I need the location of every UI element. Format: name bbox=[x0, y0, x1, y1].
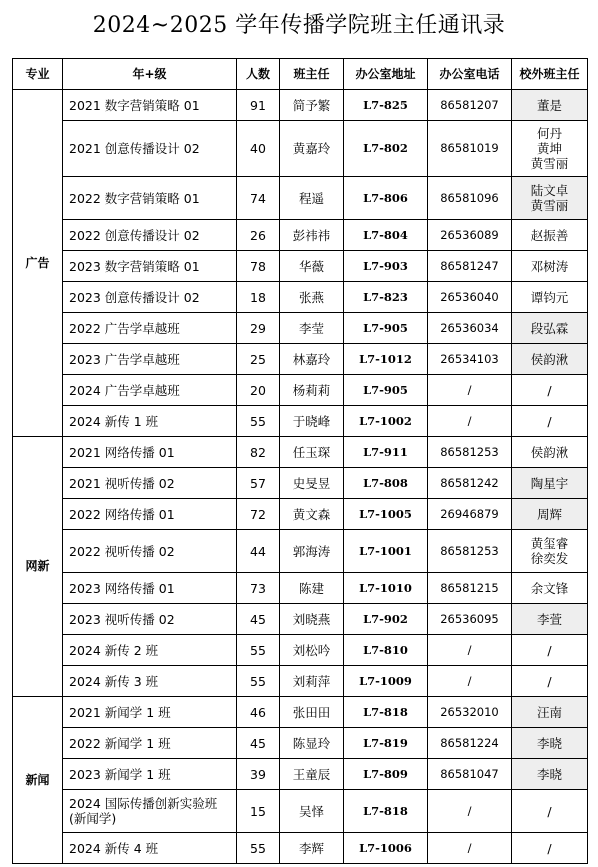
table-row bbox=[13, 530, 588, 573]
count-cell: 57 bbox=[237, 468, 280, 499]
header-class: 年+级 bbox=[63, 59, 237, 90]
contact-table bbox=[12, 58, 588, 864]
count-cell: 55 bbox=[237, 833, 280, 864]
table-row bbox=[13, 251, 588, 282]
table-row bbox=[13, 90, 588, 121]
header-phone: 办公室电话 bbox=[428, 59, 512, 90]
count-cell: 44 bbox=[237, 530, 280, 573]
phone-cell: 26536095 bbox=[428, 604, 512, 635]
major-cell: 新闻 bbox=[13, 697, 63, 864]
teacher-cell: 程遥 bbox=[280, 177, 344, 220]
office-cell: L7-818 bbox=[344, 790, 428, 833]
table-row bbox=[13, 499, 588, 530]
external-cell: 董是 bbox=[512, 90, 588, 121]
teacher-cell: 黄文森 bbox=[280, 499, 344, 530]
table-row bbox=[13, 177, 588, 220]
teacher-cell: 张燕 bbox=[280, 282, 344, 313]
phone-cell: 26536089 bbox=[428, 220, 512, 251]
class-cell: 2024 广告学卓越班 bbox=[63, 375, 237, 406]
teacher-cell: 史旻昱 bbox=[280, 468, 344, 499]
phone-cell: 86581253 bbox=[428, 437, 512, 468]
external-name: 徐奕发 bbox=[530, 551, 569, 566]
count-cell: 39 bbox=[237, 759, 280, 790]
phone-cell: 86581247 bbox=[428, 251, 512, 282]
teacher-cell: 于晓峰 bbox=[280, 406, 344, 437]
count-cell: 26 bbox=[237, 220, 280, 251]
table-row bbox=[13, 666, 588, 697]
phone-cell: 86581215 bbox=[428, 573, 512, 604]
office-cell: L7-802 bbox=[344, 121, 428, 177]
teacher-cell: 王童辰 bbox=[280, 759, 344, 790]
count-cell: 55 bbox=[237, 666, 280, 697]
office-cell: L7-1010 bbox=[344, 573, 428, 604]
table-row bbox=[13, 344, 588, 375]
office-cell: L7-903 bbox=[344, 251, 428, 282]
external-cell: 李晓 bbox=[512, 728, 588, 759]
class-cell: 2022 新闻学 1 班 bbox=[63, 728, 237, 759]
external-name: 黄玺睿 bbox=[530, 536, 569, 551]
teacher-cell: 张田田 bbox=[280, 697, 344, 728]
phone-cell: 26534103 bbox=[428, 344, 512, 375]
class-cell: 2024 新传 2 班 bbox=[63, 635, 237, 666]
table-row bbox=[13, 121, 588, 177]
teacher-cell: 简予繁 bbox=[280, 90, 344, 121]
count-cell: 91 bbox=[237, 90, 280, 121]
teacher-cell: 陈显玲 bbox=[280, 728, 344, 759]
class-cell: 2023 网络传播 01 bbox=[63, 573, 237, 604]
page-title: 2024~2025 学年传播学院班主任通讯录 bbox=[92, 13, 506, 38]
teacher-cell: 林嘉玲 bbox=[280, 344, 344, 375]
class-cell: 2023 数字营销策略 01 bbox=[63, 251, 237, 282]
external-name: 黄坤 bbox=[536, 141, 562, 156]
teacher-cell: 李辉 bbox=[280, 833, 344, 864]
class-cell: 2024 新传 1 班 bbox=[63, 406, 237, 437]
teacher-cell: 李莹 bbox=[280, 313, 344, 344]
external-cell: 李晓 bbox=[512, 759, 588, 790]
count-cell: 45 bbox=[237, 728, 280, 759]
class-cell: 2023 新闻学 1 班 bbox=[63, 759, 237, 790]
external-cell: 汪南 bbox=[512, 697, 588, 728]
table-row bbox=[13, 406, 588, 437]
external-name: 黄雪丽 bbox=[530, 198, 569, 213]
table-row bbox=[13, 635, 588, 666]
table-row bbox=[13, 282, 588, 313]
external-cell bbox=[512, 177, 588, 220]
table-row bbox=[13, 604, 588, 635]
external-cell: / bbox=[512, 666, 588, 697]
external-cell: 邓树涛 bbox=[512, 251, 588, 282]
count-cell: 20 bbox=[237, 375, 280, 406]
count-cell: 25 bbox=[237, 344, 280, 375]
external-name: 何丹 bbox=[536, 126, 562, 141]
table-row bbox=[13, 468, 588, 499]
office-cell: L7-825 bbox=[344, 90, 428, 121]
count-cell: 45 bbox=[237, 604, 280, 635]
phone-cell: 86581224 bbox=[428, 728, 512, 759]
class-cell: 2022 网络传播 01 bbox=[63, 499, 237, 530]
header-teacher: 班主任 bbox=[280, 59, 344, 90]
external-cell: 侯韵湫 bbox=[512, 344, 588, 375]
class-cell: 2023 创意传播设计 02 bbox=[63, 282, 237, 313]
phone-cell: / bbox=[428, 406, 512, 437]
class-cell: 2024 新传 4 班 bbox=[63, 833, 237, 864]
table-row bbox=[13, 375, 588, 406]
class-cell: 2021 数字营销策略 01 bbox=[63, 90, 237, 121]
class-cell: 2021 新闻学 1 班 bbox=[63, 697, 237, 728]
phone-cell: 86581253 bbox=[428, 530, 512, 573]
external-cell: 陶星宇 bbox=[512, 468, 588, 499]
teacher-cell: 吴怿 bbox=[280, 790, 344, 833]
class-cell: 2022 数字营销策略 01 bbox=[63, 177, 237, 220]
teacher-cell: 刘松吟 bbox=[280, 635, 344, 666]
class-cell: 2021 创意传播设计 02 bbox=[63, 121, 237, 177]
phone-cell: / bbox=[428, 375, 512, 406]
count-cell: 72 bbox=[237, 499, 280, 530]
external-cell: / bbox=[512, 833, 588, 864]
external-cell: 谭钧元 bbox=[512, 282, 588, 313]
office-cell: L7-902 bbox=[344, 604, 428, 635]
office-cell: L7-808 bbox=[344, 468, 428, 499]
office-cell: L7-1006 bbox=[344, 833, 428, 864]
external-cell: 余文锋 bbox=[512, 573, 588, 604]
table-row bbox=[13, 573, 588, 604]
table-row bbox=[13, 697, 588, 728]
phone-cell: / bbox=[428, 790, 512, 833]
phone-cell: 86581047 bbox=[428, 759, 512, 790]
major-cell: 网新 bbox=[13, 437, 63, 697]
phone-cell: / bbox=[428, 635, 512, 666]
phone-cell: 26532010 bbox=[428, 697, 512, 728]
teacher-cell: 华薇 bbox=[280, 251, 344, 282]
table-row bbox=[13, 790, 588, 833]
office-cell: L7-806 bbox=[344, 177, 428, 220]
header-count: 人数 bbox=[237, 59, 280, 90]
office-cell: L7-819 bbox=[344, 728, 428, 759]
teacher-cell: 刘莉萍 bbox=[280, 666, 344, 697]
class-cell: 2022 广告学卓越班 bbox=[63, 313, 237, 344]
count-cell: 40 bbox=[237, 121, 280, 177]
office-cell: L7-905 bbox=[344, 313, 428, 344]
external-cell: 周辉 bbox=[512, 499, 588, 530]
teacher-cell: 刘晓燕 bbox=[280, 604, 344, 635]
external-cell: 段弘霖 bbox=[512, 313, 588, 344]
header-external: 校外班主任 bbox=[512, 59, 588, 90]
table-row bbox=[13, 220, 588, 251]
external-cell bbox=[512, 121, 588, 177]
class-cell: 2021 视听传播 02 bbox=[63, 468, 237, 499]
external-cell: 赵振善 bbox=[512, 220, 588, 251]
external-cell: / bbox=[512, 406, 588, 437]
external-cell: / bbox=[512, 375, 588, 406]
table-row bbox=[13, 313, 588, 344]
count-cell: 73 bbox=[237, 573, 280, 604]
phone-cell: 26536040 bbox=[428, 282, 512, 313]
table-row bbox=[13, 437, 588, 468]
class-cell: 2024 新传 3 班 bbox=[63, 666, 237, 697]
teacher-cell: 杨莉莉 bbox=[280, 375, 344, 406]
header-row bbox=[13, 59, 588, 90]
office-cell: L7-1005 bbox=[344, 499, 428, 530]
office-cell: L7-823 bbox=[344, 282, 428, 313]
count-cell: 29 bbox=[237, 313, 280, 344]
class-cell: 2023 广告学卓越班 bbox=[63, 344, 237, 375]
phone-cell: 86581019 bbox=[428, 121, 512, 177]
teacher-cell: 陈建 bbox=[280, 573, 344, 604]
count-cell: 82 bbox=[237, 437, 280, 468]
office-cell: L7-1009 bbox=[344, 666, 428, 697]
teacher-cell: 彭祎祎 bbox=[280, 220, 344, 251]
count-cell: 15 bbox=[237, 790, 280, 833]
office-cell: L7-1012 bbox=[344, 344, 428, 375]
phone-cell: 86581207 bbox=[428, 90, 512, 121]
phone-cell: 26536034 bbox=[428, 313, 512, 344]
header-major: 专业 bbox=[13, 59, 63, 90]
external-cell bbox=[512, 530, 588, 573]
office-cell: L7-804 bbox=[344, 220, 428, 251]
count-cell: 74 bbox=[237, 177, 280, 220]
office-cell: L7-818 bbox=[344, 697, 428, 728]
class-cell: 2022 创意传播设计 02 bbox=[63, 220, 237, 251]
table-row bbox=[13, 728, 588, 759]
external-cell: / bbox=[512, 635, 588, 666]
header-office: 办公室地址 bbox=[344, 59, 428, 90]
count-cell: 18 bbox=[237, 282, 280, 313]
external-name: 陆文卓 bbox=[530, 183, 569, 198]
office-cell: L7-911 bbox=[344, 437, 428, 468]
table-row bbox=[13, 759, 588, 790]
office-cell: L7-905 bbox=[344, 375, 428, 406]
count-cell: 55 bbox=[237, 406, 280, 437]
office-cell: L7-1001 bbox=[344, 530, 428, 573]
office-cell: L7-810 bbox=[344, 635, 428, 666]
office-cell: L7-809 bbox=[344, 759, 428, 790]
phone-cell: / bbox=[428, 666, 512, 697]
count-cell: 55 bbox=[237, 635, 280, 666]
phone-cell: 86581242 bbox=[428, 468, 512, 499]
class-cell: 2021 网络传播 01 bbox=[63, 437, 237, 468]
count-cell: 78 bbox=[237, 251, 280, 282]
office-cell: L7-1002 bbox=[344, 406, 428, 437]
external-cell: 侯韵湫 bbox=[512, 437, 588, 468]
external-cell: / bbox=[512, 790, 588, 833]
phone-cell: 26946879 bbox=[428, 499, 512, 530]
teacher-cell: 任玉琛 bbox=[280, 437, 344, 468]
class-cell: 2023 视听传播 02 bbox=[63, 604, 237, 635]
phone-cell: / bbox=[428, 833, 512, 864]
count-cell: 46 bbox=[237, 697, 280, 728]
external-name: 黄雪丽 bbox=[530, 156, 569, 171]
class-cell: 2022 视听传播 02 bbox=[63, 530, 237, 573]
table-row bbox=[13, 833, 588, 864]
class-cell: 2024 国际传播创新实验班 (新闻学) bbox=[63, 790, 237, 833]
phone-cell: 86581096 bbox=[428, 177, 512, 220]
external-cell: 李萱 bbox=[512, 604, 588, 635]
teacher-cell: 黄嘉玲 bbox=[280, 121, 344, 177]
major-cell: 广告 bbox=[13, 90, 63, 437]
teacher-cell: 郭海涛 bbox=[280, 530, 344, 573]
